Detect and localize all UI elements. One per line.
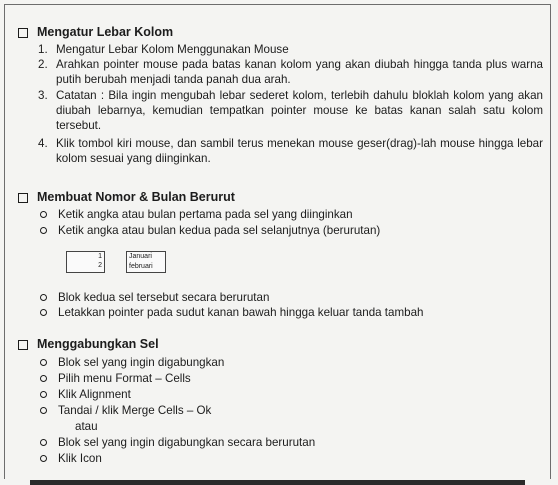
bullet-item: Blok sel yang ingin digabungkan secara berurutan: [40, 435, 315, 450]
checkbox-square-icon: [18, 28, 28, 38]
bullet-item: Pilih menu Format – Cells: [40, 371, 191, 386]
bullet-item: Ketik angka atau bulan pertama pada sel yang diinginkan: [40, 207, 353, 222]
section-heading-column-width: [18, 25, 173, 40]
bottom-border-bar: [30, 480, 525, 485]
checkbox-square-icon: [18, 193, 28, 203]
bullet-circle-icon: [40, 359, 47, 366]
section-title: Membuat Nomor & Bulan Berurut: [37, 190, 235, 204]
bullet-item: Ketik angka atau bulan kedua pada sel selanjutnya (berurutan): [40, 223, 380, 238]
section-heading-sequence: [18, 190, 235, 205]
bullet-item: Letakkan pointer pada sudut kanan bawah hingga keluar tanda tambah: [40, 305, 423, 320]
list-item: 3. Catatan : Bila ingin mengubah lebar sederet kolom, terlebih dahulu bloklah kolom yang akan diubah lebarnya, kemudian tempatkan pointer mouse ke batas kanan salah satu kolom tersebut.: [38, 89, 543, 133]
cell-value: Januari: [129, 253, 152, 260]
list-item: 1. Mengatur Lebar Kolom Menggunakan Mouse: [38, 43, 289, 56]
bullet-item: Blok sel yang ingin digabungkan: [40, 355, 224, 370]
bullet-circle-icon: [40, 294, 47, 301]
section-heading-merge: [18, 337, 159, 352]
bullet-circle-icon: [40, 309, 47, 316]
list-item: 4. Klik tombol kiri mouse, dan sambil terus menekan mouse geser(drag)-lah mouse hingga lebar kolom sesuai yang diinginkan.: [38, 137, 543, 166]
alternative-label: atau: [75, 420, 98, 433]
list-item: 2. Arahkan pointer mouse pada batas kanan kolom yang akan diubah hingga tanda plus warna putih berubah menjadi tanda panah dua arah.: [38, 58, 543, 87]
bullet-circle-icon: [40, 391, 47, 398]
checkbox-square-icon: [18, 340, 28, 350]
cell-value: 2: [98, 262, 102, 269]
example-number-cells: [66, 251, 105, 273]
cell-value: februari: [129, 263, 153, 270]
bullet-item: Klik Icon: [40, 451, 102, 466]
section-title: Menggabungkan Sel: [37, 337, 159, 351]
example-month-cells: [126, 251, 166, 273]
bullet-item: Klik Alignment: [40, 387, 131, 402]
bullet-circle-icon: [40, 227, 47, 234]
bullet-circle-icon: [40, 439, 47, 446]
bullet-circle-icon: [40, 375, 47, 382]
bullet-item: Tandai / klik Merge Cells – Ok: [40, 403, 211, 418]
section-title: Mengatur Lebar Kolom: [37, 25, 174, 39]
bullet-item: Blok kedua sel tersebut secara berurutan: [40, 290, 269, 305]
bullet-circle-icon: [40, 455, 47, 462]
bullet-circle-icon: [40, 211, 47, 218]
cell-value: 1: [98, 253, 102, 260]
bullet-circle-icon: [40, 407, 47, 414]
